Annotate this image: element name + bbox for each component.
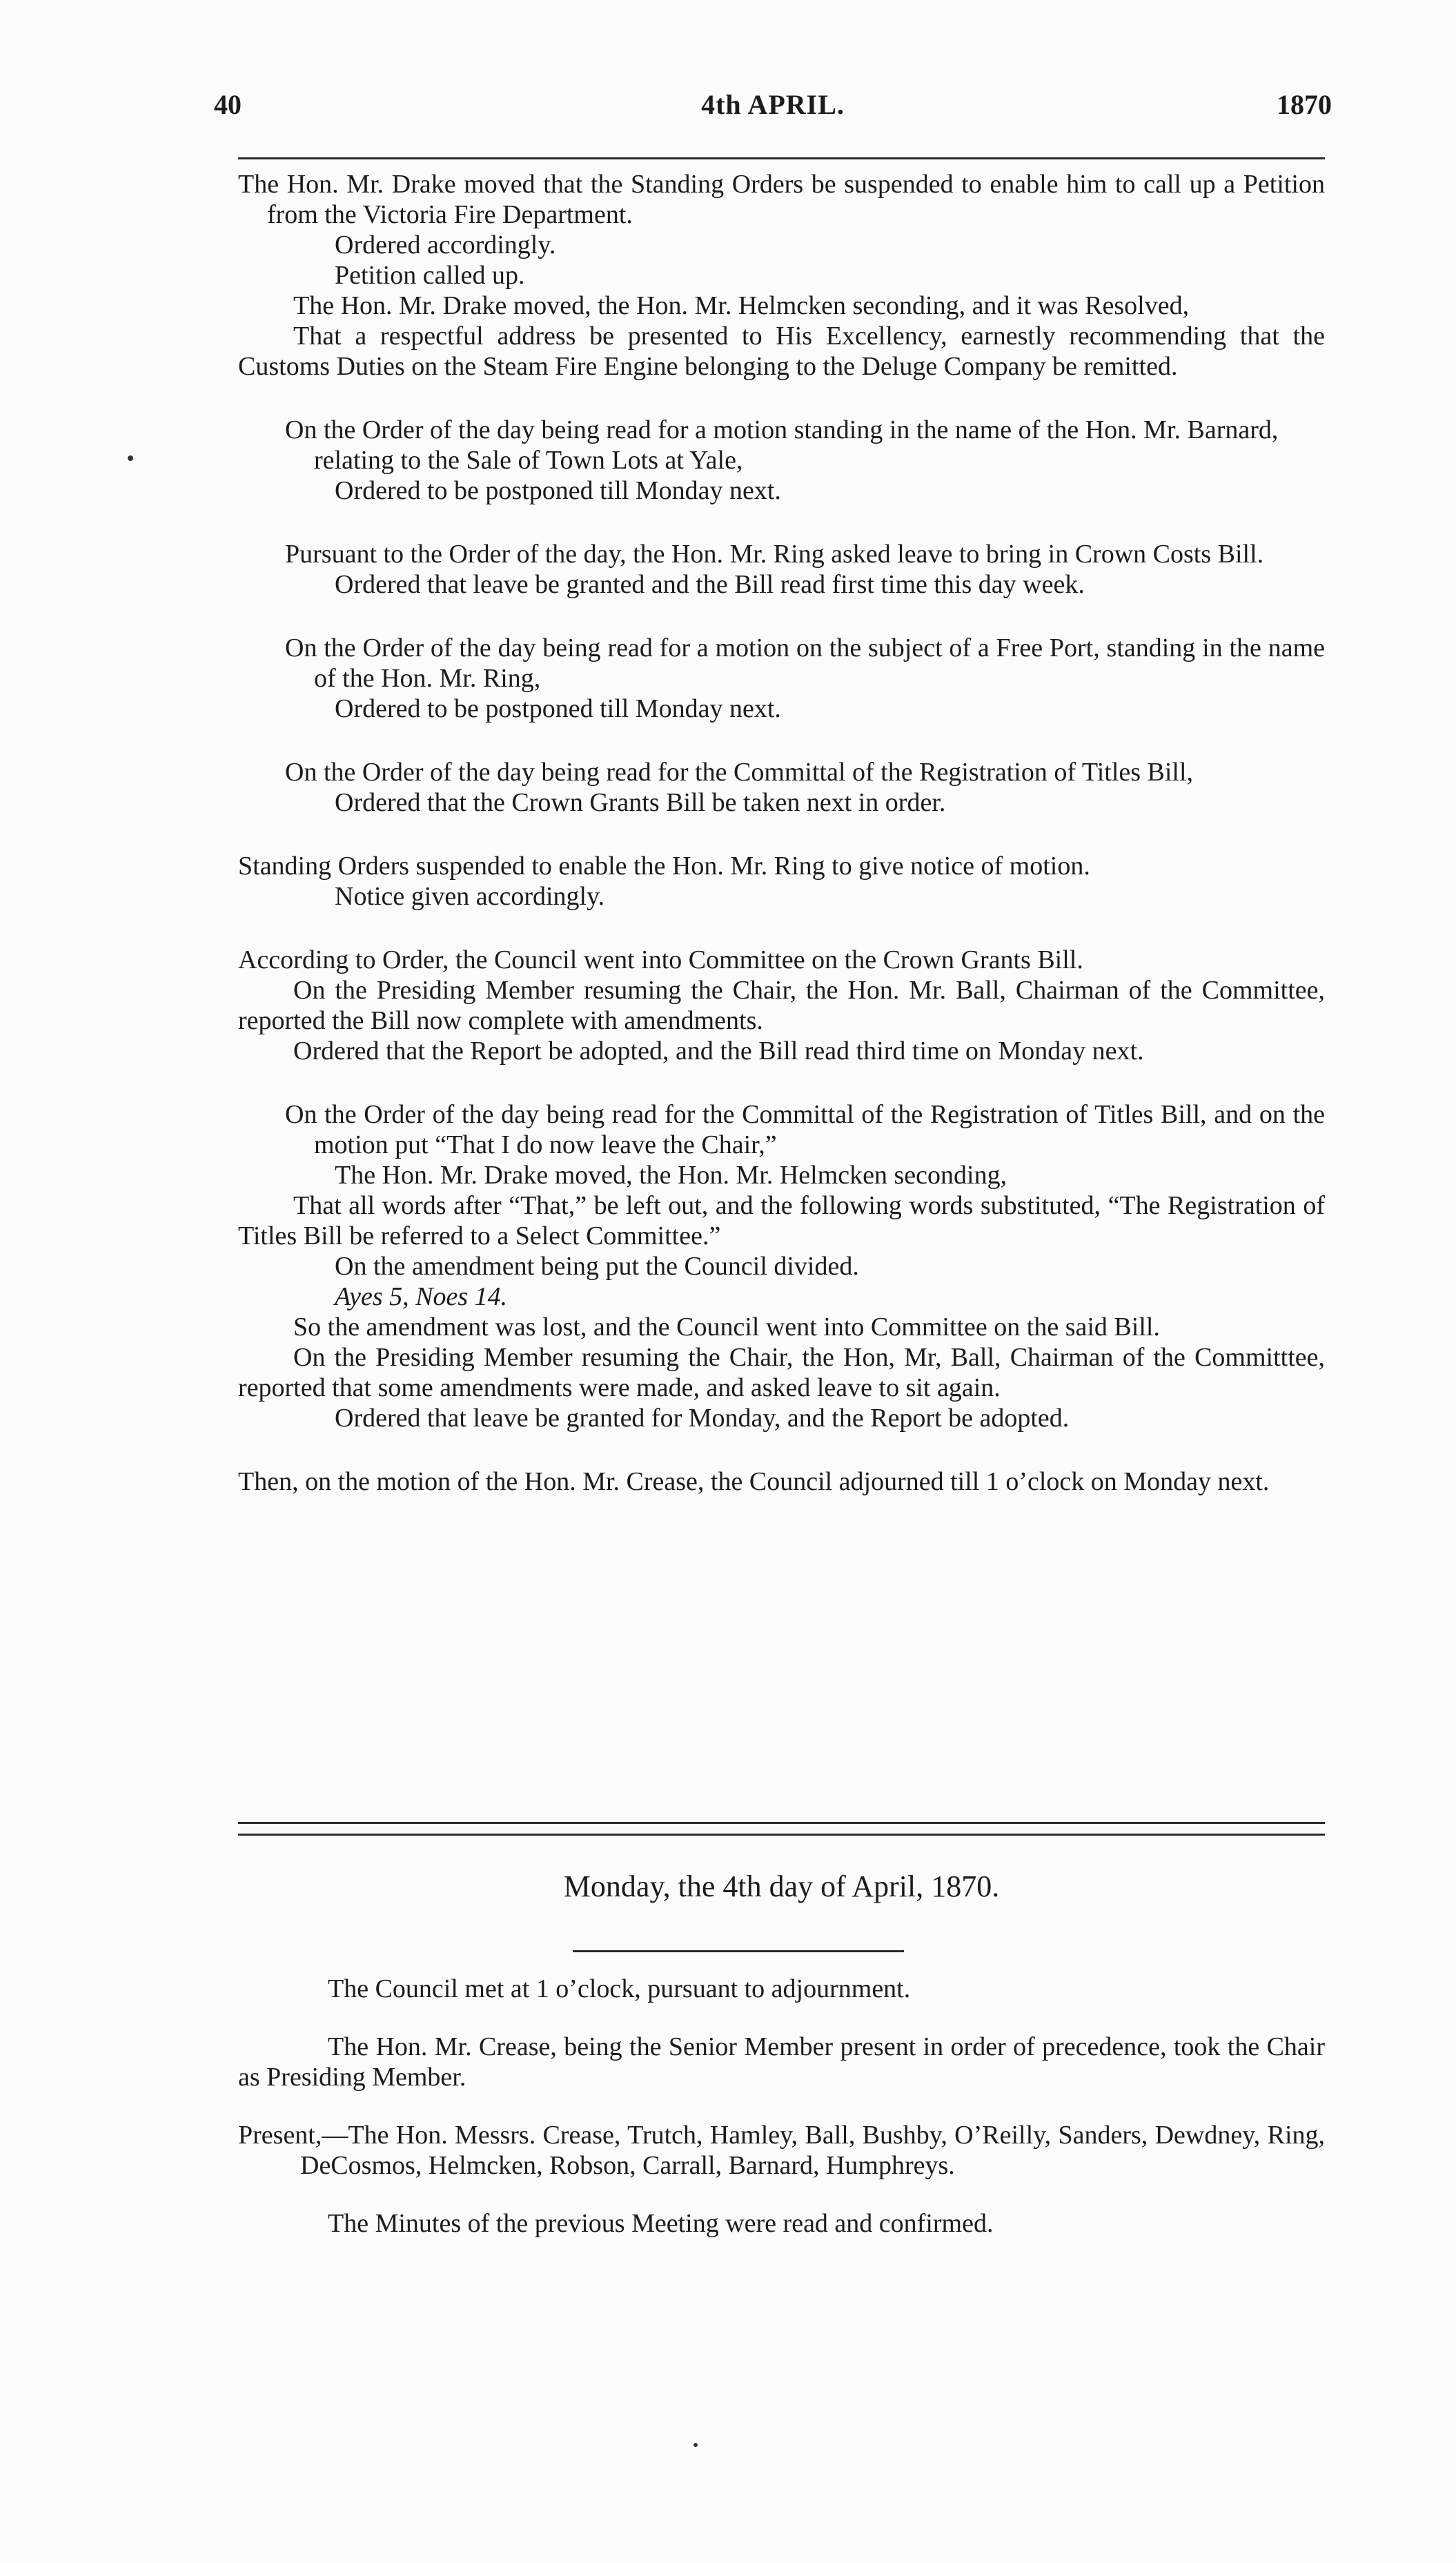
resolution-text: That a respectful address be presented to His Excellency, earnestly recommending that the Customs Duties on the Steam Fire Engine belonging to the Deluge Company be remitted. bbox=[238, 322, 1325, 381]
entry-adjournment bbox=[238, 1466, 1325, 1497]
running-title: 4th APRIL. bbox=[701, 89, 845, 120]
minutes-confirmed: The Minutes of the previous Meeting were read and confirmed. bbox=[328, 2209, 994, 2238]
running-header bbox=[214, 88, 1332, 130]
order-text: Ordered that leave be granted for Monday, and the Report be adopted. bbox=[335, 1404, 1070, 1433]
entry-free-port-motion bbox=[238, 633, 1325, 724]
order-text: Ordered that leave be granted and the Bill read first time this day week. bbox=[335, 570, 1085, 599]
meeting-paragraph bbox=[238, 2120, 1325, 2181]
entry-crown-grants-committee bbox=[238, 945, 1325, 1066]
order-text: Petition called up. bbox=[335, 261, 525, 290]
entry-standing-orders-suspended bbox=[238, 851, 1325, 912]
order-text: Ordered accordingly. bbox=[335, 230, 556, 259]
page-number: 40 bbox=[214, 89, 242, 120]
order-text: Ordered that the Crown Grants Bill be taken next in order. bbox=[335, 788, 946, 817]
meeting-text: The Hon. Mr. Crease, being the Senior Member present in order of precedence, took the Chair as Presiding Member. bbox=[238, 2032, 1325, 2092]
adjournment-text: Then, on the motion of the Hon. Mr. Crease, the Council adjourned till 1 o’clock on Monday next. bbox=[238, 1467, 1270, 1496]
order-of-day-text: Pursuant to the Order of the day, the Hon. Mr. Ring asked leave to bring in Crown Costs Bill. bbox=[285, 540, 1264, 569]
motion-text: The Hon. Mr. Drake moved that the Standing Orders be suspended to enable him to call up a Petition from the Victoria Fire Department. bbox=[238, 170, 1325, 229]
order-of-day-text: Standing Orders suspended to enable the Hon. Mr. Ring to give notice of motion. bbox=[238, 852, 1090, 881]
date-heading: Monday, the 4th day of April, 1870. bbox=[563, 1869, 1000, 1903]
report-text: On the Presiding Member resuming the Chair, the Hon, Mr, Ball, Chairman of the Committtee, reported that some amendments were made, and asked leave to sit again. bbox=[238, 1343, 1325, 1402]
entry-registration-of-titles bbox=[238, 757, 1325, 818]
motion-text: The Hon. Mr. Drake moved, the Hon. Mr. Helmcken seconding, and it was Resolved, bbox=[293, 291, 1190, 320]
stray-mark bbox=[693, 2443, 698, 2447]
minutes-body bbox=[238, 169, 1325, 1530]
section-divider bbox=[238, 1822, 1325, 1836]
entry-registration-titles-committal bbox=[238, 1099, 1325, 1433]
members-present: Present,—The Hon. Messrs. Crease, Trutch, Hamley, Ball, Bushby, O’Reilly, Sanders, Dewdney, Ring, DeCosmos, Helmcken, Robson, Carrall, Barnard, Humphreys. bbox=[238, 2121, 1325, 2180]
header-rule bbox=[238, 157, 1325, 159]
order-text: Ordered to be postponed till Monday next. bbox=[335, 694, 781, 723]
order-text: Ordered to be postponed till Monday next. bbox=[335, 476, 781, 505]
heading-rule bbox=[573, 1950, 904, 1952]
order-text: Ordered that the Report be adopted, and the Bill read third time on Monday next. bbox=[293, 1037, 1144, 1066]
motion-text: The Hon. Mr. Drake moved, the Hon. Mr. Helmcken seconding, bbox=[335, 1161, 1007, 1190]
entry-fire-department-petition bbox=[238, 169, 1325, 382]
amendment-text: That all words after “That,” be left out, and the following words substituted, “The Registration of Titles Bill be referred to a Select Committee.” bbox=[238, 1191, 1325, 1250]
order-text: Notice given accordingly. bbox=[335, 882, 605, 911]
division-text: On the amendment being put the Council divided. bbox=[335, 1252, 859, 1281]
meeting-opening bbox=[238, 1974, 1325, 2266]
meeting-paragraph bbox=[238, 1974, 1325, 2004]
meeting-paragraph bbox=[238, 2208, 1325, 2239]
order-of-day-text: On the Order of the day being read for the Committal of the Registration of Titles Bill, and on the motion put “That I do now leave the Chair,” bbox=[285, 1100, 1325, 1159]
report-text: On the Presiding Member resuming the Chair, the Hon. Mr. Ball, Chairman of the Committee, reported the Bill now complete with amendments. bbox=[238, 976, 1325, 1035]
order-of-day-text: On the Order of the day being read for the Committal of the Registration of Titles Bill, bbox=[285, 758, 1194, 787]
order-of-day-text: On the Order of the day being read for a motion standing in the name of the Hon. Mr. Barnard, relating to the Sale of Town Lots at Yale, bbox=[285, 415, 1279, 475]
meeting-text: The Council met at 1 o’clock, pursuant to adjournment. bbox=[328, 1974, 911, 2003]
stray-mark bbox=[128, 455, 133, 461]
order-of-day-text: According to Order, the Council went into Committee on the Crown Grants Bill. bbox=[238, 945, 1083, 974]
running-year: 1870 bbox=[1277, 89, 1332, 120]
entry-crown-costs-bill bbox=[238, 539, 1325, 600]
outcome-text: So the amendment was lost, and the Council went into Committee on the said Bill. bbox=[293, 1313, 1160, 1342]
meeting-paragraph bbox=[238, 2032, 1325, 2092]
entry-sale-of-town-lots bbox=[238, 415, 1325, 506]
vote-result: Ayes 5, Noes 14. bbox=[335, 1282, 508, 1311]
order-of-day-text: On the Order of the day being read for a motion on the subject of a Free Port, standing in the name of the Hon. Mr. Ring, bbox=[285, 634, 1325, 693]
